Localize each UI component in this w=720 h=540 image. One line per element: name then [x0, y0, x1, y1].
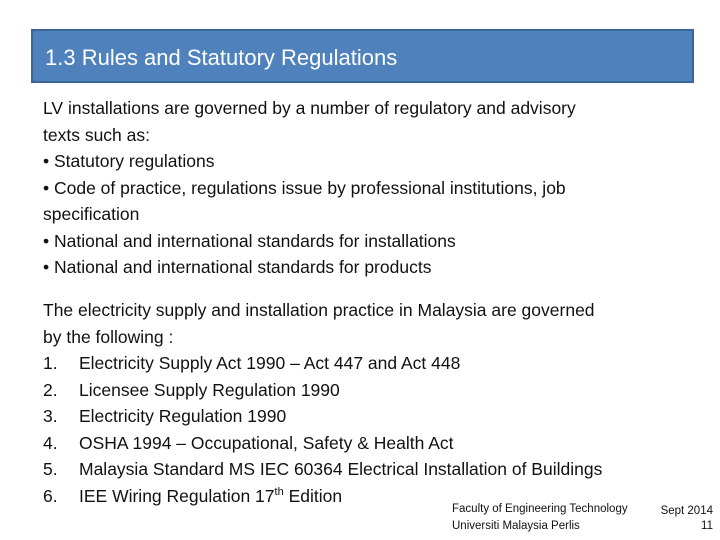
regulations-list [43, 350, 602, 509]
list-item [43, 430, 602, 457]
list-item [43, 377, 602, 404]
bullet-item-continued: specification [43, 204, 140, 224]
list-text-main: IEE Wiring Regulation 17 [79, 485, 275, 506]
list-number: 5. [43, 459, 58, 479]
slide-title: 1.3 Rules and Statutory Regulations [45, 45, 398, 70]
governed-paragraph [43, 297, 693, 350]
list-text: OSHA 1994 – Occupational, Safety & Health Act [79, 432, 454, 453]
footer-university: Universiti Malaysia Perlis [452, 520, 580, 532]
list-number: 6. [43, 485, 58, 506]
list-text [79, 483, 342, 510]
governed-line: The electricity supply and installation practice in Malaysia are governed [43, 300, 595, 320]
intro-line: LV installations are governed by a number of regulatory and advisory [43, 98, 576, 118]
footer-faculty: Faculty of Engineering Technology [452, 503, 628, 515]
footer-date: Sept 2014 [660, 505, 713, 517]
list-number: 4. [43, 432, 58, 453]
slide-title-bar [31, 29, 694, 83]
list-text: Electricity Supply Act 1990 – Act 447 and Act 448 [79, 353, 461, 373]
list-number: 1. [43, 353, 58, 373]
intro-line: texts such as: [43, 124, 150, 145]
governed-line: by the following : [43, 326, 174, 347]
list-text: Licensee Supply Regulation 1990 [79, 379, 340, 400]
intro-paragraph [43, 95, 688, 281]
list-text-end: Edition [283, 485, 343, 506]
bullet-item: • National and international standards for products [43, 257, 432, 277]
list-item [43, 403, 602, 430]
list-number: 2. [43, 379, 58, 400]
list-item [43, 456, 602, 483]
superscript: th [274, 485, 284, 498]
list-item [43, 350, 602, 377]
bullet-item: • National and international standards for installations [43, 230, 456, 251]
list-number: 3. [43, 406, 58, 426]
page-number: 11 [701, 520, 713, 532]
list-text: Electricity Regulation 1990 [79, 406, 287, 426]
list-text: Malaysia Standard MS IEC 60364 Electrical Installation of Buildings [79, 459, 603, 479]
bullet-item: • Code of practice, regulations issue by professional institutions, job [43, 177, 566, 198]
bullet-item: • Statutory regulations [43, 151, 215, 171]
